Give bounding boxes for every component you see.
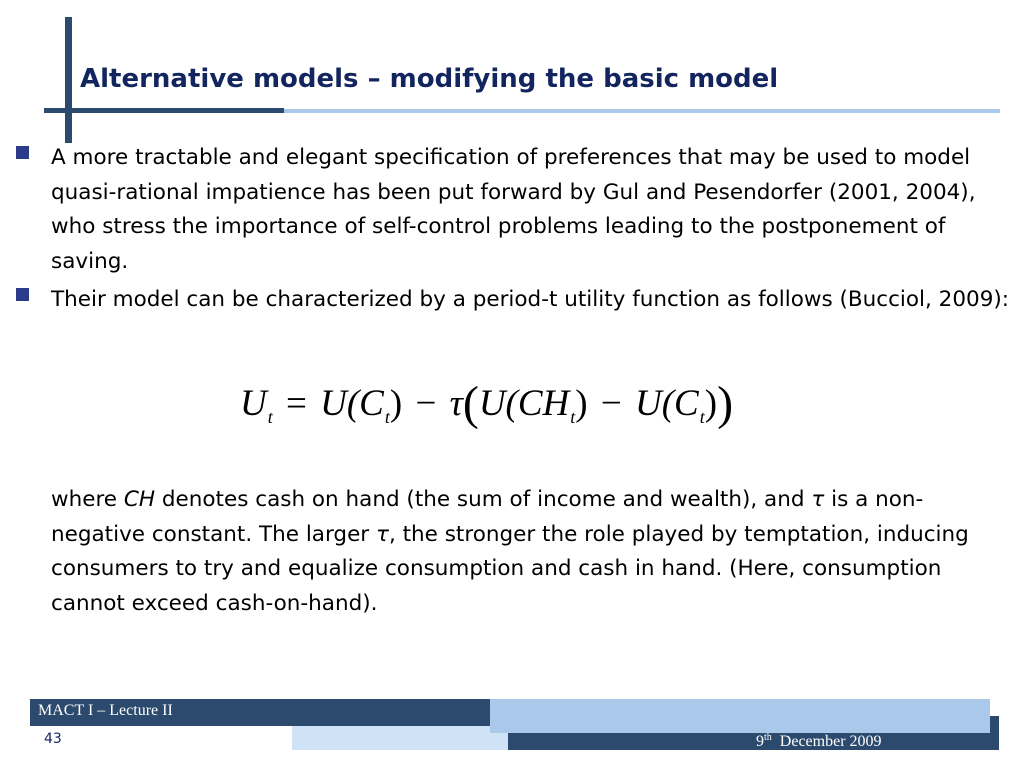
utility-equation: $U_t = U(C_t) - \tau(U(CH_t) - U(C_t))$ xyxy=(240,377,734,430)
title-underline-dark xyxy=(44,108,284,113)
footer-light-block xyxy=(490,733,508,750)
bullet-text-1: A more tractable and elegant specification of preferences that may be used to model quasi-rational impatience has been put forward by Gul and Pesendorfer (2001, 2004), who stress the importance of self-control problems leading to the postponement of saving. xyxy=(51,145,976,274)
where-paragraph: where CH denotes cash on hand (the sum of income and wealth), and τ is a non-negative constant. The larger τ, the stronger the role played by temptation, inducing consumers to try and equalize consumption and cash in hand. (Here, consumption cannot exceed cash-on-hand). xyxy=(51,487,969,616)
footer-date-band xyxy=(508,733,999,750)
slide-number: 43 xyxy=(44,731,62,747)
title-vertical-accent-bar xyxy=(65,17,72,143)
slide-title: Alternative models – modifying the basic model xyxy=(80,64,779,94)
bullet-square-icon xyxy=(16,146,29,159)
footer-light-band xyxy=(490,699,990,733)
footer-date: 9th December 2009 xyxy=(756,732,882,750)
bullet-square-icon xyxy=(16,288,29,301)
footer-course-label: MACT I – Lecture II xyxy=(38,702,173,719)
bullet-text-2: Their model can be characterized by a period-t utility function as follows (Bucciol, 2009): xyxy=(51,287,1010,312)
title-underline-light xyxy=(284,109,1000,113)
footer-edge-block xyxy=(990,716,999,733)
